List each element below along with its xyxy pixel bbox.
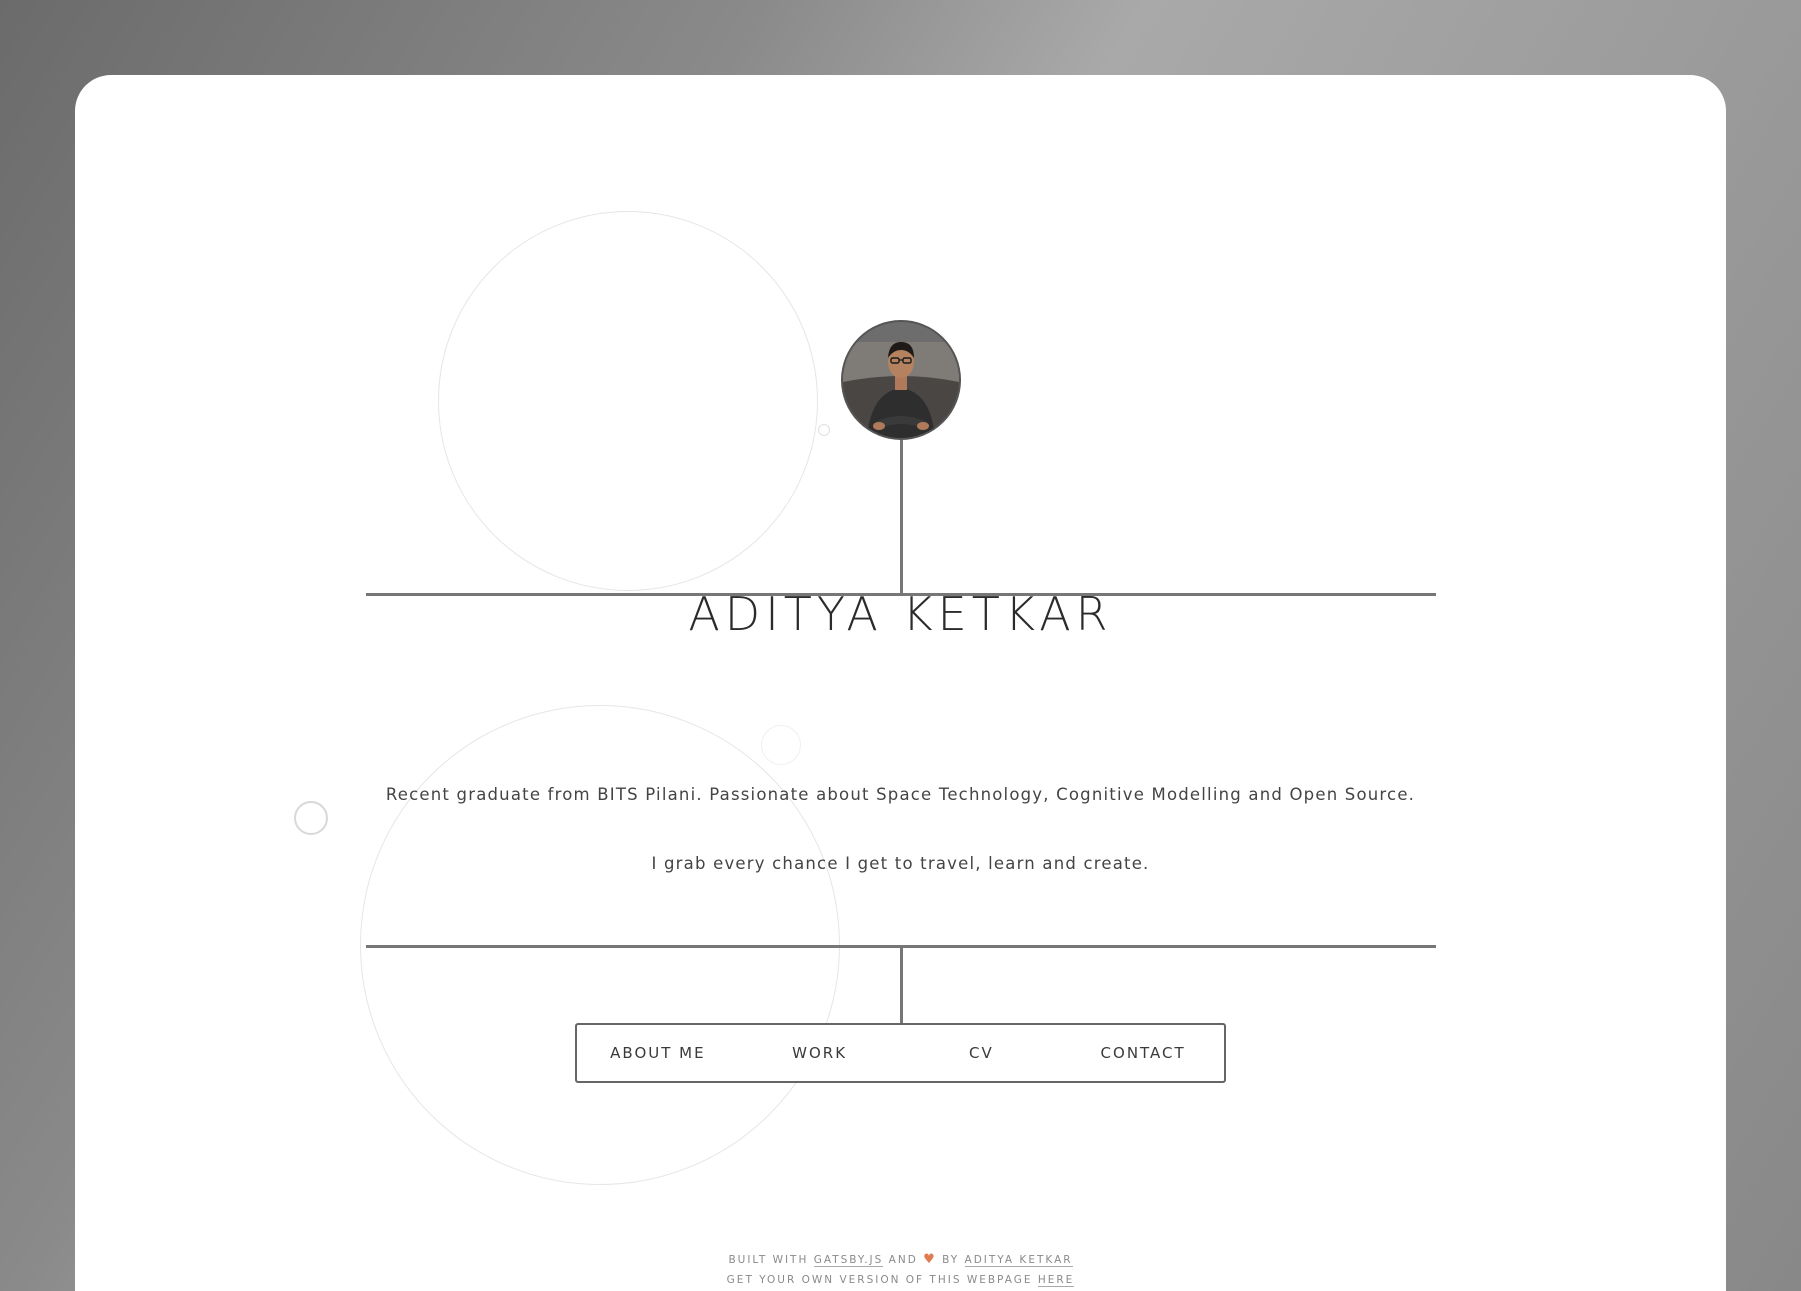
nav-item-work[interactable]: WORK — [792, 1044, 848, 1062]
main-nav — [575, 1023, 1226, 1083]
heart-icon: ♥ — [923, 1252, 937, 1267]
decorative-dot-left — [294, 801, 328, 835]
nav-item-contact[interactable]: CONTACT — [1100, 1044, 1186, 1062]
decorative-dot-faint — [761, 725, 801, 765]
avatar-connector-line — [900, 440, 903, 595]
nav-connector-line — [900, 945, 903, 1025]
footer-by-text: BY — [942, 1254, 960, 1266]
footer-line-1 — [75, 1252, 1726, 1267]
nav-item-about-me[interactable]: ABOUT ME — [610, 1044, 706, 1062]
get-version-link[interactable]: HERE — [1037, 1274, 1075, 1286]
footer-and-text: AND — [888, 1254, 918, 1266]
avatar-photo — [843, 322, 959, 438]
author-link[interactable]: ADITYA KETKAR — [964, 1254, 1073, 1266]
bio-line-2: I grab every chance I get to travel, learn and create. — [651, 854, 1150, 873]
footer-line-2 — [75, 1274, 1726, 1286]
footer-get-version-text: GET YOUR OWN VERSION OF THIS WEBPAGE — [726, 1274, 1033, 1286]
page-card — [75, 75, 1726, 1291]
nav-item-cv[interactable]: CV — [969, 1044, 994, 1062]
footer-built-with-text: BUILT WITH — [728, 1254, 809, 1266]
bio-line-1: Recent graduate from BITS Pilani. Passionate about Space Technology, Cognitive Modelling and Open Source. — [385, 785, 1416, 804]
page-title: ADITYA KETKAR — [688, 587, 1113, 641]
decorative-circle-top — [438, 211, 818, 591]
avatar — [841, 320, 961, 440]
gatsby-link[interactable]: GATSBY.JS — [813, 1254, 884, 1266]
decorative-dot-small — [818, 424, 830, 436]
